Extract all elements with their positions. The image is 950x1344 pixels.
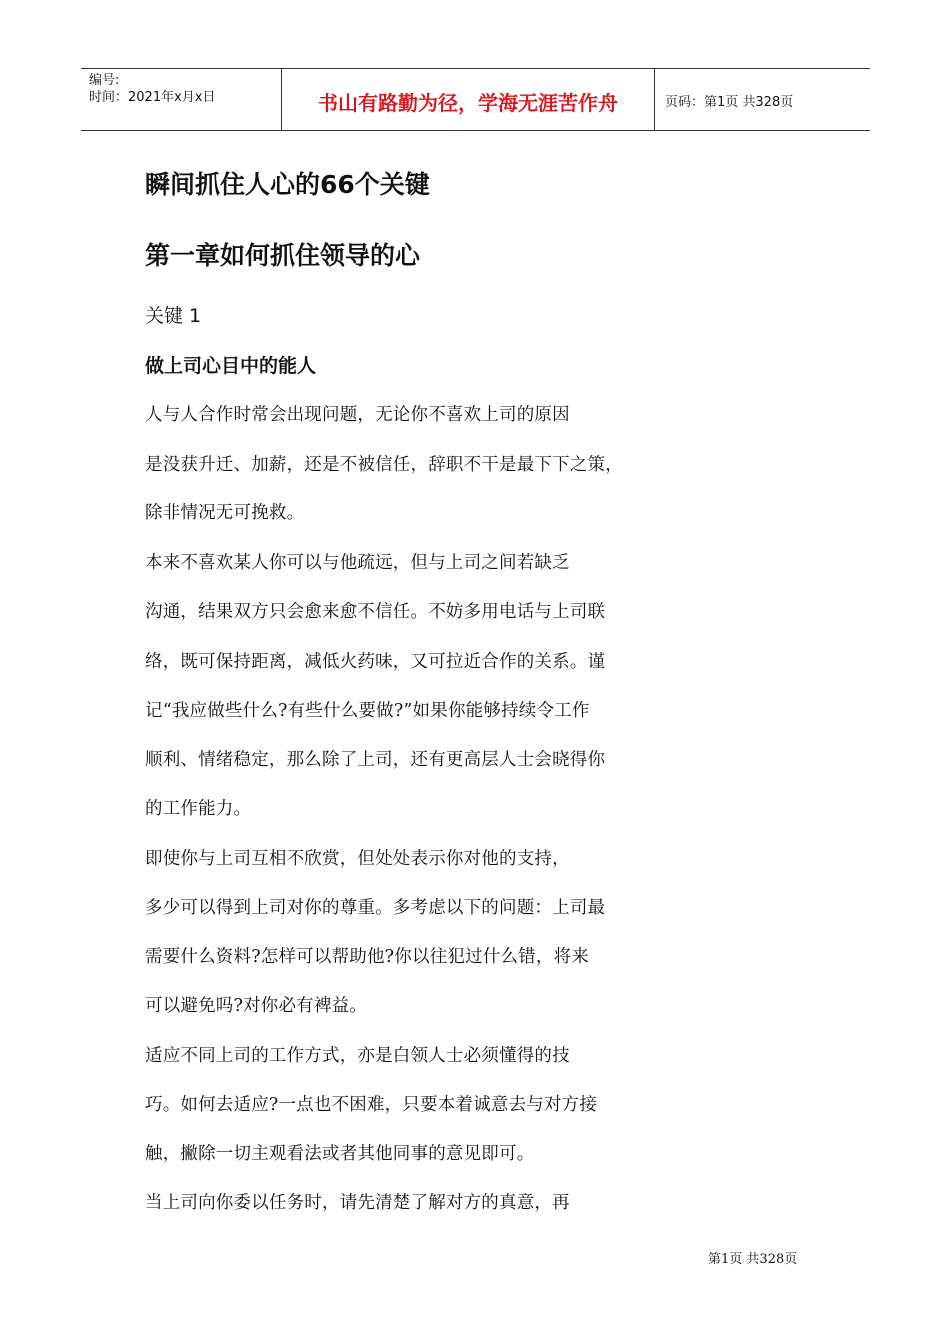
body-line: 多少可以得到上司对你的尊重。多考虑以下的问题：上司最 xyxy=(145,898,606,918)
body-line: 需要什么资料?怎样可以帮助他?你以往犯过什么错，将来 xyxy=(145,947,589,967)
header-page-info: 页码：第1页 共328页 xyxy=(665,95,794,110)
body-line: 除非情况无可挽救。 xyxy=(145,503,305,523)
body-line: 可以避免吗?对你必有裨益。 xyxy=(145,996,367,1016)
body-line: 巧。如何去适应?一点也不困难，只要本着诚意去与对方接 xyxy=(145,1095,598,1115)
body-line: 沟通，结果双方只会愈来愈不信任。不妨多用电话与上司联 xyxy=(145,602,606,622)
header-meta-cell xyxy=(81,69,282,130)
footer-page-info: 第1页 共328页 xyxy=(708,1252,798,1267)
body-line: 当上司向你委以任务时，请先清楚了解对方的真意，再 xyxy=(145,1193,570,1213)
body-line: 触，撇除一切主观看法或者其他同事的意见即可。 xyxy=(145,1144,535,1164)
body-line: 的工作能力。 xyxy=(145,799,252,819)
body-line: 适应不同上司的工作方式，亦是白领人士必须懂得的技 xyxy=(145,1046,570,1066)
document-header xyxy=(81,68,870,131)
body-line: 人与人合作时常会出现问题，无论你不喜欢上司的原因 xyxy=(145,405,570,425)
body-line: 顺利、情绪稳定，那么除了上司，还有更高层人士会晓得你 xyxy=(145,750,606,770)
header-motto: 书山有路勤为径，学海无涯苦作舟 xyxy=(282,69,655,130)
body-line: 是没获升迁、加薪，还是不被信任，辞职不干是最下下之策， xyxy=(145,455,623,475)
key-heading: 关键 1 xyxy=(145,305,202,327)
time-label: 时间：2021年x月x日 xyxy=(89,90,216,105)
body-line: 络，既可保持距离，减低火药味，又可拉近合作的关系。谨 xyxy=(145,652,606,672)
body-line: 即使你与上司互相不欣赏，但处处表示你对他的支持， xyxy=(145,849,570,869)
body-line: 记“我应做些什么?有些什么要做?”如果你能够持续令工作 xyxy=(145,701,590,721)
section-title: 做上司心目中的能人 xyxy=(145,355,317,377)
chapter-title: 第一章如何抓住领导的心 xyxy=(145,241,421,270)
body-line: 本来不喜欢某人你可以与他疏远，但与上司之间若缺乏 xyxy=(145,553,570,573)
document-title: 瞬间抓住人心的66个关键 xyxy=(145,170,430,199)
serial-label: 编号: xyxy=(89,73,120,88)
